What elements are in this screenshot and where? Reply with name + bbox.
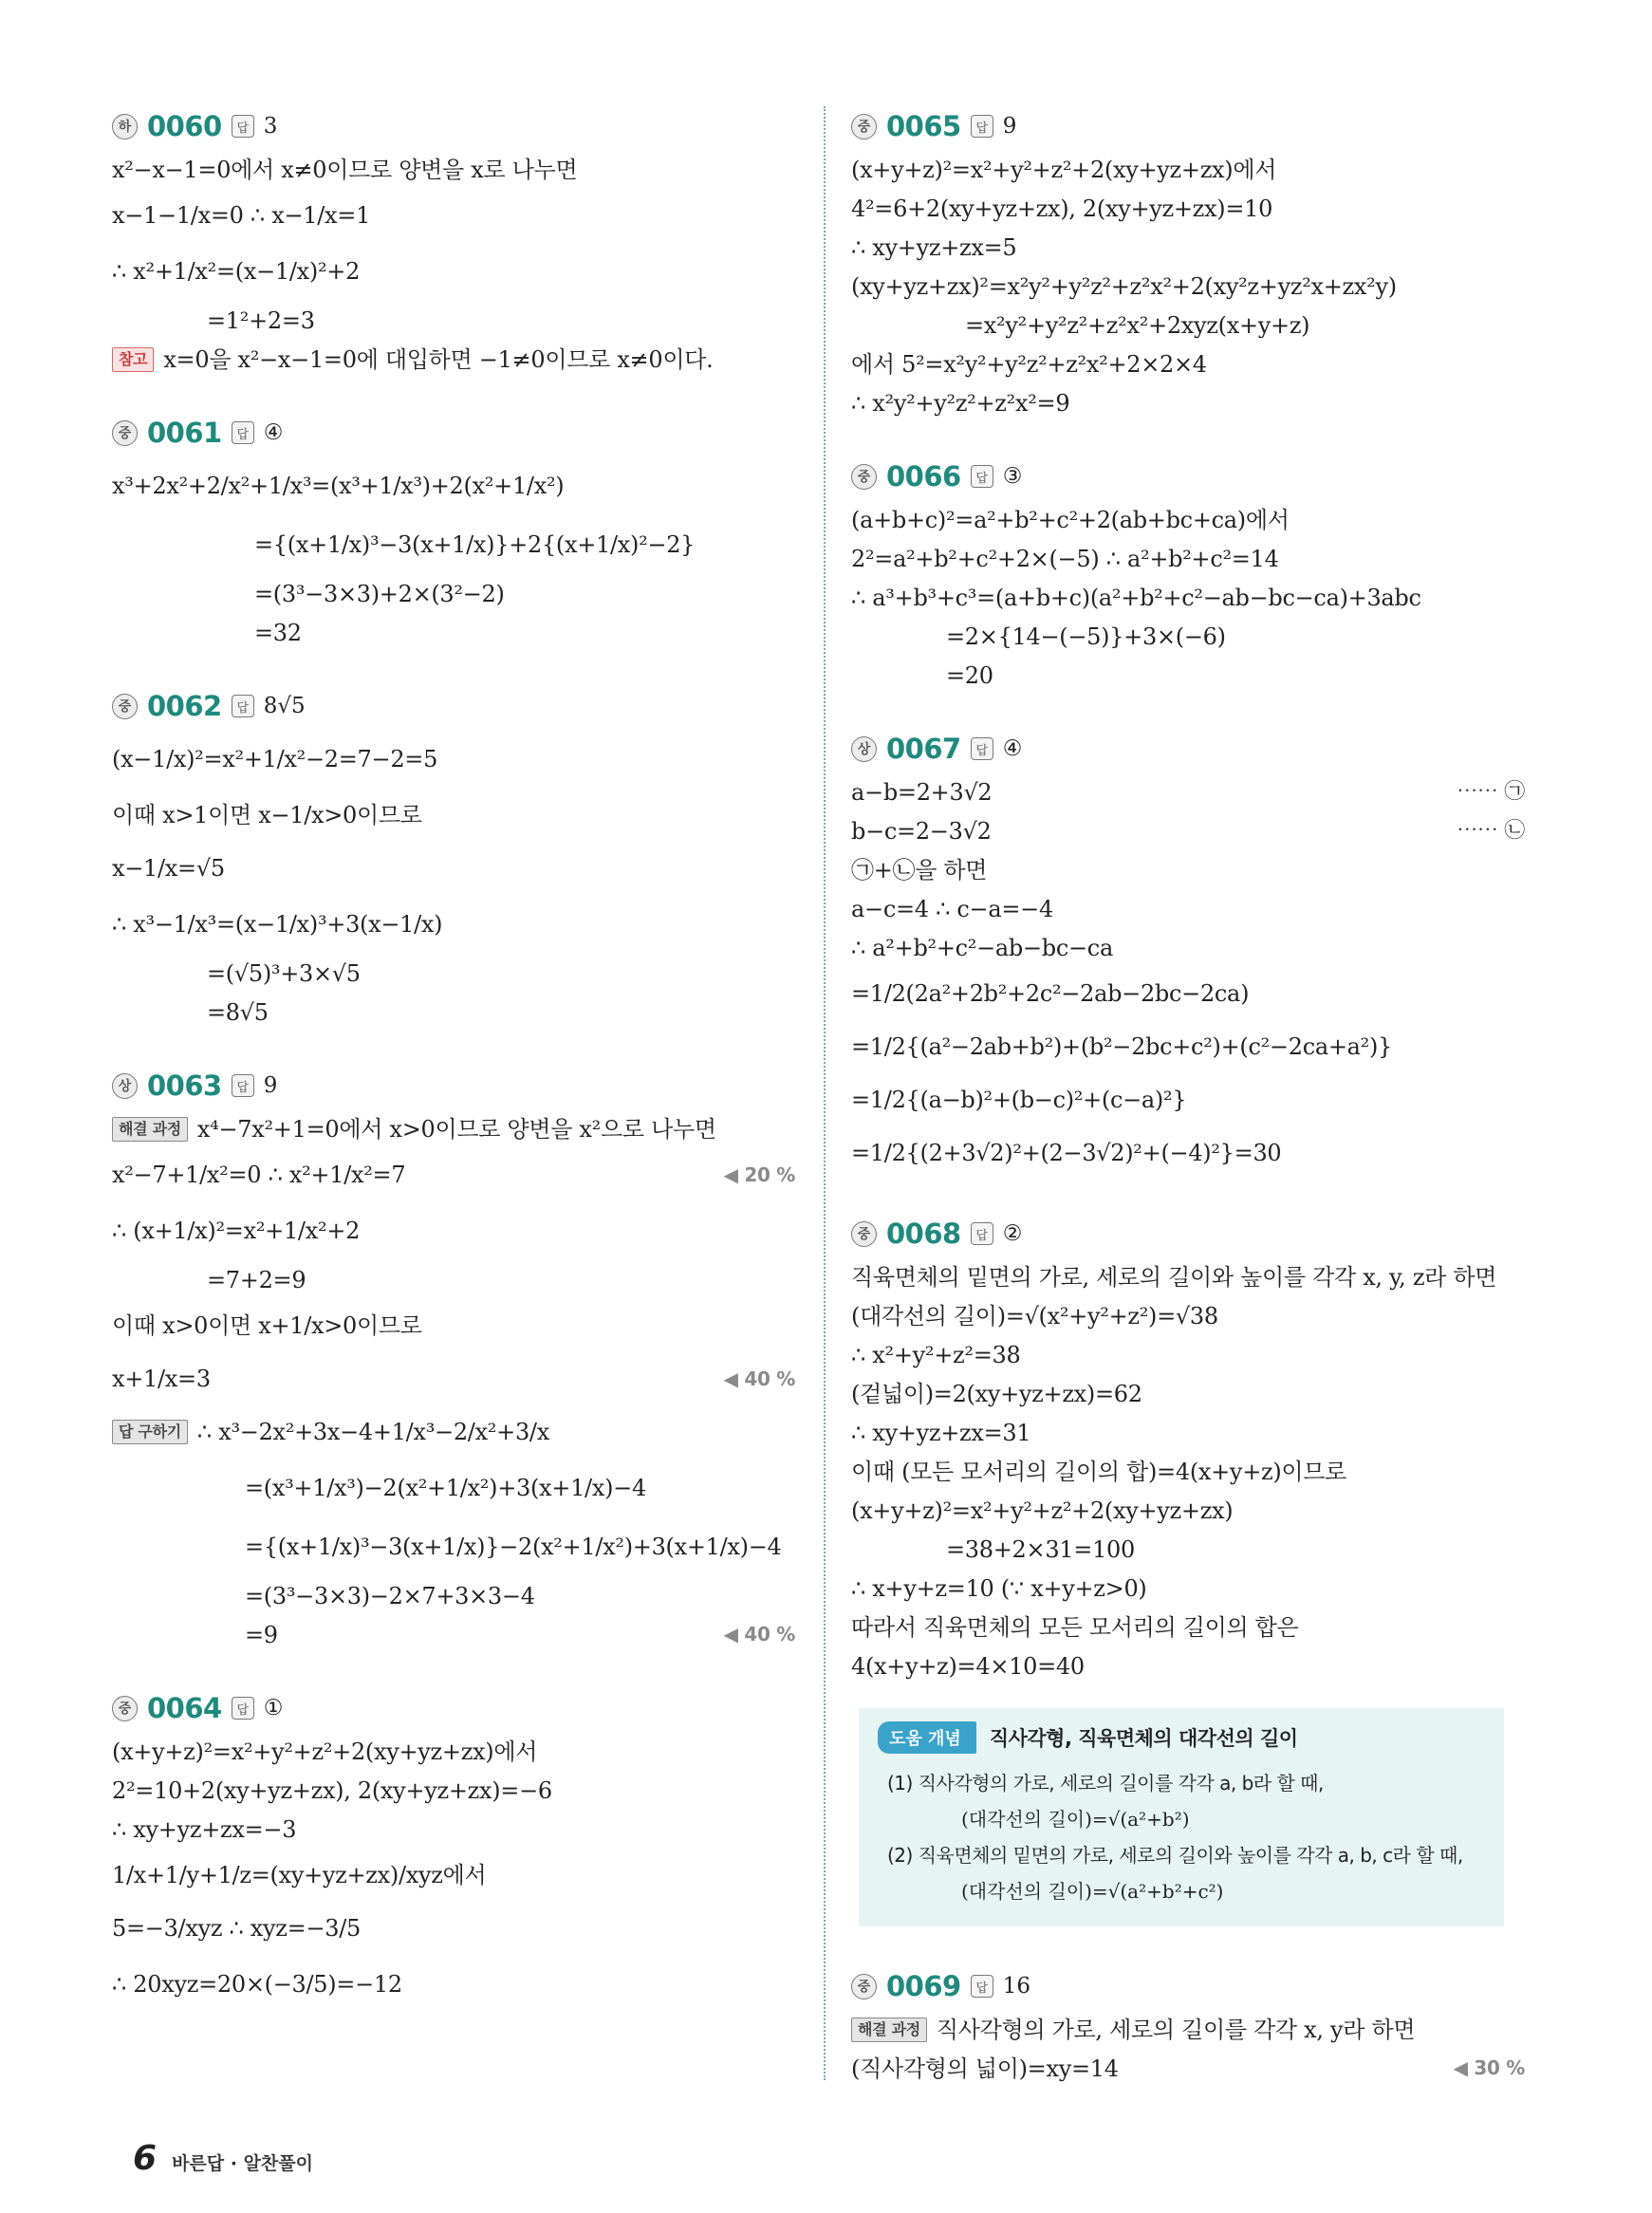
problem-header [112, 106, 795, 146]
solution-line: =(3³−3×3)−2×7+3×3−4 [245, 1582, 535, 1609]
solution-line: x−1−1/x=0 ∴ x−1/x=1 [112, 202, 371, 229]
concept-tag: 도움 개념 [878, 1721, 976, 1754]
answer-value: ① [263, 1696, 284, 1720]
score-weight: ◀ 40 % [723, 1367, 795, 1390]
level-circle-icon: 중 [851, 1974, 877, 1999]
answer-value: 9 [263, 1073, 278, 1098]
problem-0063 [112, 1066, 795, 1654]
problem-header [112, 1688, 795, 1728]
reference-text: x=0을 x²−x−1=0에 대입하면 −1≠0이므로 x≠0이다. [163, 345, 714, 373]
level-circle-icon: 상 [112, 1073, 138, 1099]
problem-header [851, 1966, 1525, 2006]
concept-item: (1) 직사각형의 가로, 세로의 길이를 각각 a, b라 할 때, [887, 1772, 1324, 1795]
answer-box-icon: 답 [232, 421, 254, 444]
answer-value: 8√5 [263, 694, 306, 718]
concept-formula: (대각선의 길이)=√(a²+b²+c²) [961, 1880, 1224, 1903]
answer-box-icon: 답 [971, 1975, 993, 1998]
solution-line: (xy+yz+zx)²=x²y²+y²z²+z²x²+2(xy²z+yz²x+zx²y) [851, 272, 1397, 300]
problem-number: 0063 [147, 1069, 222, 1102]
solution-line: =1/2(2a²+2b²+2c²−2ab−2bc−2ca) [851, 980, 1250, 1007]
solution-line: =2×{14−(−5)}+3×(−6) [946, 623, 1226, 650]
problem-header [851, 729, 1525, 769]
solution-line: ∴ x²+1/x²=(x−1/x)²+2 [112, 258, 361, 285]
answer-box-icon: 답 [971, 1222, 993, 1245]
score-weight: ◀ 40 % [723, 1623, 795, 1646]
problem-number: 0066 [886, 460, 961, 493]
page-number: 6 [133, 2139, 158, 2178]
solution-line: =1²+2=3 [207, 307, 315, 334]
level-circle-icon: 하 [112, 114, 138, 139]
problem-header [851, 1214, 1525, 1254]
answer-step-tag: 답 구하기 [112, 1420, 188, 1444]
problem-0069 [851, 1966, 1525, 2088]
answer-box-icon: 답 [971, 465, 993, 488]
concept-header [878, 1721, 1485, 1754]
solution-line: 2²=10+2(xy+yz+zx), 2(xy+yz+zx)=−6 [112, 1776, 552, 1804]
solution-line [851, 811, 1525, 850]
level-circle-icon: 중 [112, 1696, 138, 1721]
problem-0061 [112, 413, 795, 652]
solution-text: 직사각형의 가로, 세로의 길이를 각각 x, y라 하면 [936, 2016, 1416, 2043]
solution-text: (직사각형의 넓이)=xy=14 [851, 2055, 1119, 2082]
answer-box-icon: 답 [232, 115, 254, 138]
problem-number: 0064 [147, 1692, 222, 1724]
solution-line: ∴ xy+yz+zx=−3 [112, 1815, 297, 1843]
solution-line: ∴ x²+y²+z²=38 [851, 1341, 1021, 1368]
solution-line: ∴ x³−1/x³=(x−1/x)³+3(x−1/x) [112, 911, 443, 938]
solution-line: =(3³−3×3)+2×(3²−2) [254, 580, 505, 607]
score-weight: ◀ 30 % [1453, 2056, 1525, 2079]
solution-line [112, 1615, 795, 1654]
reference-tag: 참고 [112, 347, 154, 372]
solution-line: (x−1/x)²=x²+1/x²−2=7−2=5 [112, 746, 438, 772]
solution-line: (a+b+c)²=a²+b²+c²+2(ab+bc+ca)에서 [851, 506, 1290, 533]
answer-box-icon: 답 [232, 1697, 254, 1720]
problem-number: 0062 [147, 690, 222, 722]
answer-value: ② [1002, 1221, 1023, 1246]
answer-box-icon: 답 [971, 115, 993, 138]
solution-line: (x+y+z)²=x²+y²+z²+2(xy+yz+zx) [851, 1497, 1234, 1524]
solution-line: =7+2=9 [207, 1266, 306, 1293]
solution-line: =(x³+1/x³)−2(x²+1/x²)+3(x+1/x)−4 [245, 1475, 646, 1501]
concept-formula: (대각선의 길이)=√(a²+b²) [961, 1808, 1190, 1831]
solution-line [112, 1148, 795, 1201]
answer-value: ④ [263, 420, 284, 445]
solution-line: =1/2{(2+3√2)²+(2−3√2)²+(−4)²}=30 [851, 1140, 1282, 1166]
solution-text: x⁴−7x²+1=0에서 x>0이므로 양변을 x²으로 나누면 [196, 1115, 716, 1143]
level-circle-icon: 중 [112, 694, 138, 719]
answer-box-icon: 답 [232, 695, 254, 717]
problem-0064 [112, 1688, 795, 2014]
concept-item: (2) 직육면체의 밑면의 가로, 세로의 길이와 높이를 각각 a, b, c라 할 때, [887, 1844, 1463, 1867]
problem-header [112, 413, 795, 453]
equation-marker: ⋯⋯ ㉠ [1457, 779, 1525, 804]
book-title: 바른답 · 알찬풀이 [172, 2153, 313, 2174]
solution-line: 이때 (모든 모서리의 길이의 합)=4(x+y+z)이므로 [851, 1458, 1347, 1485]
solution-line: 이때 x>0이면 x+1/x>0이므로 [112, 1312, 422, 1339]
right-column [851, 106, 1525, 2122]
solution-line: ={(x+1/x)³−3(x+1/x)}−2(x²+1/x²)+3(x+1/x)−4 [245, 1534, 782, 1560]
solution-line: =1/2{(a−b)²+(b−c)²+(c−a)²} [851, 1087, 1187, 1113]
solution-line: 이때 x>1이면 x−1/x>0이므로 [112, 802, 422, 828]
solution-line: ∴ (x+1/x)²=x²+1/x²+2 [112, 1218, 361, 1244]
solution-line: =20 [946, 661, 993, 689]
solution-line: ∴ x+y+z=10 (∵ x+y+z>0) [851, 1574, 1147, 1602]
solution-line [112, 1405, 795, 1459]
solution-line: 직육면체의 밑면의 가로, 세로의 길이와 높이를 각각 x, y, z라 하면 [851, 1263, 1497, 1291]
solution-line: 4²=6+2(xy+yz+zx), 2(xy+yz+zx)=10 [851, 195, 1273, 222]
column-divider [824, 106, 826, 2080]
solution-line: ㉠+㉡을 하면 [851, 856, 988, 883]
level-circle-icon: 중 [112, 420, 138, 446]
solution-line: x³+2x²+2/x²+1/x³=(x³+1/x³)+2(x²+1/x²) [112, 473, 565, 499]
solution-line: =8√5 [207, 998, 269, 1026]
answer-value: ③ [1002, 464, 1023, 489]
problem-number: 0060 [147, 110, 222, 142]
level-circle-icon: 중 [851, 1221, 877, 1247]
answer-value: 9 [1002, 114, 1017, 139]
process-tag: 해결 과정 [112, 1117, 188, 1142]
solution-text: a−b=2+3√2 [851, 778, 993, 806]
solution-line: 2²=a²+b²+c²+2×(−5) ∴ a²+b²+c²=14 [851, 545, 1279, 572]
solution-line: ∴ xy+yz+zx=31 [851, 1419, 1031, 1446]
solution-line: =38+2×31=100 [946, 1535, 1135, 1563]
problem-number: 0069 [886, 1970, 961, 2002]
solution-line: ={(x+1/x)³−3(x+1/x)}+2{(x+1/x)²−2} [254, 531, 696, 558]
solution-line: =32 [254, 619, 302, 646]
problem-number: 0061 [147, 417, 222, 449]
page-footer [133, 2139, 313, 2178]
solution-line: (x+y+z)²=x²+y²+z²+2(xy+yz+zx)에서 [112, 1738, 538, 1765]
solution-line [851, 2010, 1525, 2049]
answer-box-icon: 답 [232, 1074, 254, 1097]
problem-header [851, 106, 1525, 146]
solution-line: x²−x−1=0에서 x≠0이므로 양변을 x로 나누면 [112, 156, 578, 183]
answer-value: 3 [263, 114, 278, 139]
left-column [112, 106, 795, 2048]
solution-line: (대각선의 길이)=√(x²+y²+z²)=√38 [851, 1302, 1218, 1330]
solution-text: =9 [245, 1621, 278, 1648]
process-tag: 해결 과정 [851, 2018, 927, 2042]
solution-text: b−c=2−3√2 [851, 817, 992, 845]
problem-0065 [851, 106, 1525, 422]
solution-line: 4(x+y+z)=4×10=40 [851, 1652, 1085, 1680]
solution-line: =1/2{(a²−2ab+b²)+(b²−2bc+c²)+(c²−2ca+a²)} [851, 1033, 1393, 1060]
problem-header [112, 1066, 795, 1106]
problem-0066 [851, 456, 1525, 695]
answer-box-icon: 답 [971, 737, 993, 760]
solution-text: x+1/x=3 [112, 1366, 211, 1392]
problem-0060 [112, 106, 795, 379]
solution-line [112, 1109, 795, 1148]
concept-title: 직사각형, 직육면체의 대각선의 길이 [989, 1727, 1298, 1750]
solution-line [851, 2049, 1525, 2088]
solution-line: 에서 5²=x²y²+y²z²+z²x²+2×2×4 [851, 350, 1207, 378]
problem-number: 0067 [886, 733, 961, 765]
level-circle-icon: 중 [851, 464, 877, 490]
level-circle-icon: 상 [851, 736, 877, 762]
solution-line: ∴ xy+yz+zx=5 [851, 233, 1017, 261]
problem-0062 [112, 686, 795, 1032]
answer-value: 16 [1002, 1974, 1030, 1999]
solution-line: ∴ a²+b²+c²−ab−bc−ca [851, 934, 1113, 961]
solution-line: 5=−3/xyz ∴ xyz=−3/5 [112, 1915, 361, 1942]
problem-header [112, 686, 795, 726]
solution-line [112, 1352, 795, 1405]
level-circle-icon: 중 [851, 114, 877, 139]
problem-number: 0065 [886, 110, 961, 142]
solution-line: =(√5)³+3×√5 [207, 959, 361, 987]
concept-box [859, 1708, 1504, 1926]
problem-header [851, 456, 1525, 496]
solution-line: x−1/x=√5 [112, 855, 225, 882]
solution-line: (겉넓이)=2(xy+yz+zx)=62 [851, 1380, 1142, 1407]
reference-note [112, 340, 795, 379]
solution-line: 따라서 직육면체의 모든 모서리의 길이의 합은 [851, 1613, 1299, 1641]
solution-line: =x²y²+y²z²+z²x²+2xyz(x+y+z) [965, 311, 1310, 339]
solution-line: ∴ x²y²+y²z²+z²x²=9 [851, 389, 1070, 417]
solution-text: ∴ x³−2x²+3x−4+1/x³−2/x²+3/x [196, 1419, 549, 1445]
solution-line: ∴ a³+b³+c³=(a+b+c)(a²+b²+c²−ab−bc−ca)+3abc [851, 584, 1421, 611]
problem-0068 [851, 1214, 1525, 1926]
problem-0067 [851, 729, 1525, 1180]
solution-line: a−c=4 ∴ c−a=−4 [851, 895, 1053, 922]
solution-line: 1/x+1/y+1/z=(xy+yz+zx)/xyz에서 [112, 1862, 487, 1888]
solution-line: ∴ 20xyz=20×(−3/5)=−12 [112, 1971, 402, 1998]
equation-marker: ⋯⋯ ㉡ [1457, 818, 1525, 843]
score-weight: ◀ 20 % [723, 1162, 795, 1186]
answer-value: ④ [1002, 736, 1023, 761]
solution-line [851, 772, 1525, 811]
problem-number: 0068 [886, 1218, 961, 1250]
solution-text: x²−7+1/x²=0 ∴ x²+1/x²=7 [112, 1162, 406, 1188]
solution-line: (x+y+z)²=x²+y²+z²+2(xy+yz+zx)에서 [851, 156, 1277, 183]
